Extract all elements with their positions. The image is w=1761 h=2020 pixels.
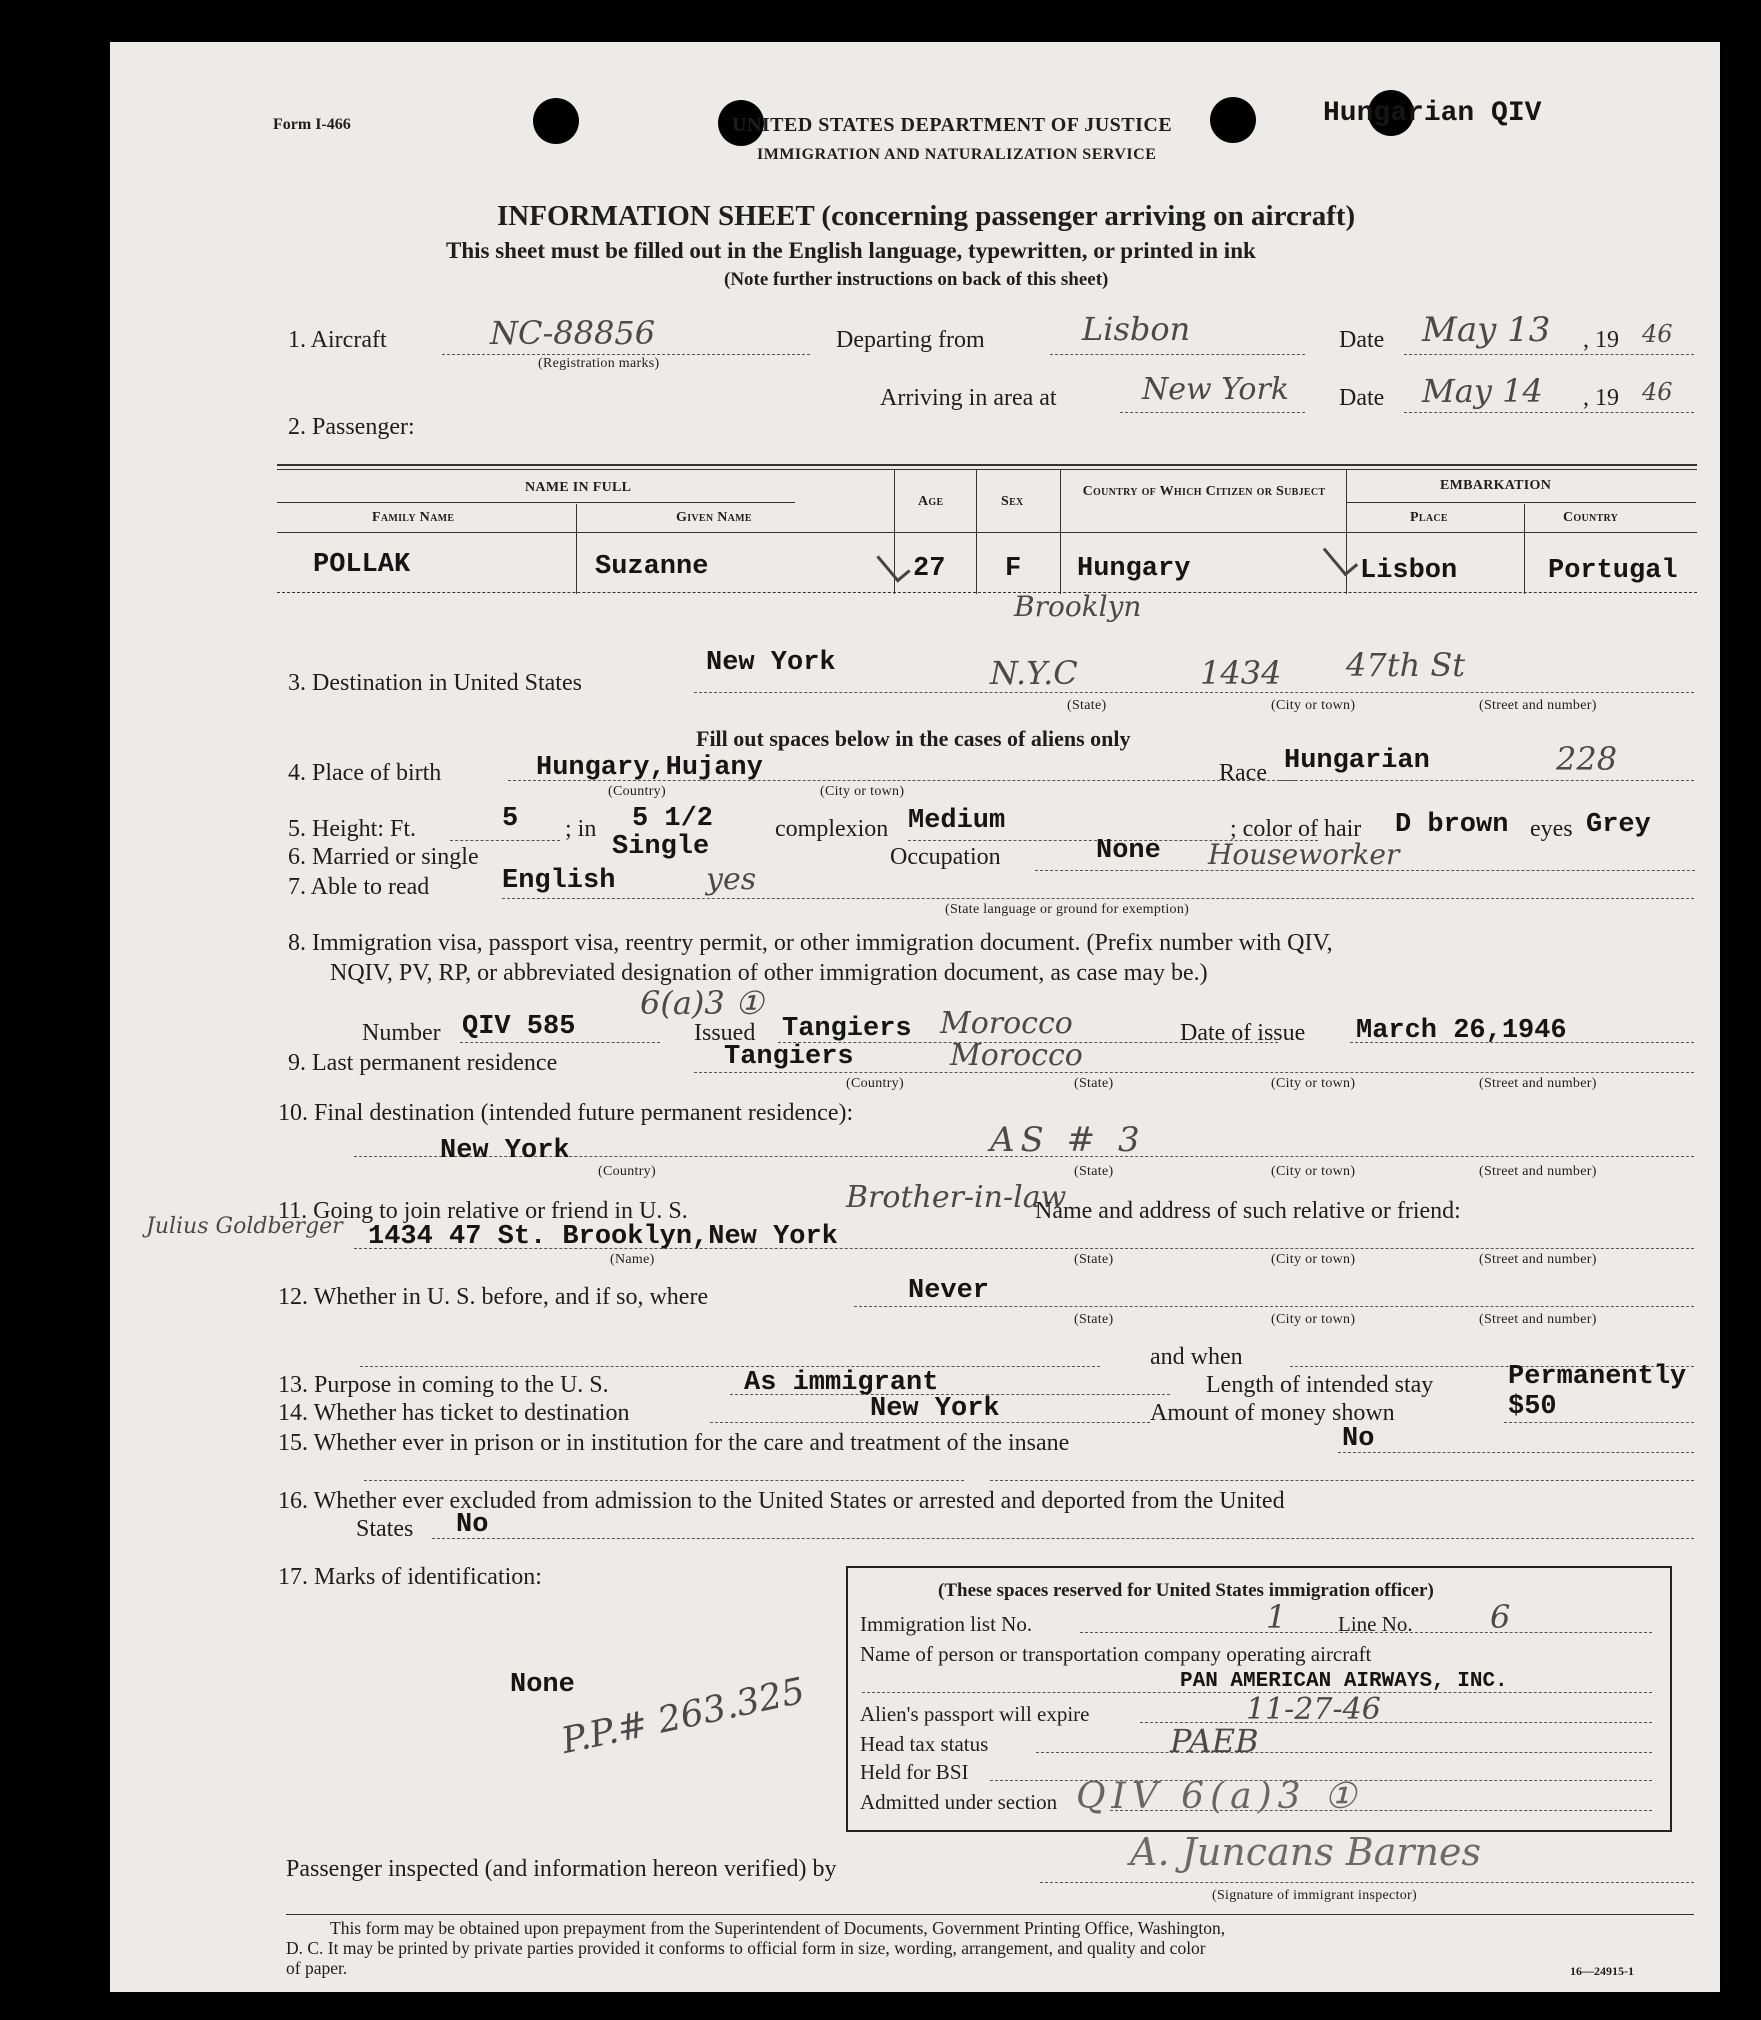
- caption-city: (City or town): [1271, 698, 1356, 713]
- last-residence-label: 9. Last permanent residence: [288, 1050, 558, 1076]
- hair-value: D brown: [1395, 810, 1509, 840]
- depart-date-label: Date: [1339, 327, 1385, 353]
- sex-header: Sex: [1001, 494, 1024, 509]
- occupation-label: Occupation: [890, 844, 1001, 870]
- aliens-note: Fill out spaces below in the cases of aliens only: [696, 726, 1131, 751]
- final-destination-label: 10. Final destination (intended future permanent residence):: [278, 1100, 854, 1126]
- form-code: 16—24915-1: [1570, 1964, 1634, 1978]
- arrive-year-prefix: , 19: [1583, 385, 1619, 411]
- relative-relation-hw: Brother-in-law: [846, 1180, 1067, 1215]
- caption-street: (Street and number): [1479, 698, 1597, 713]
- caption-street: (Street and number): [1479, 1312, 1597, 1327]
- embark-country-value: Portugal: [1548, 556, 1678, 586]
- height-label: 5. Height: Ft.: [288, 816, 417, 842]
- inspected-label: Passenger inspected (and information hereon verified) by: [286, 1856, 837, 1882]
- excluded-label: 16. Whether ever excluded from admission to the United States or arrested and deported from the United: [278, 1488, 1285, 1514]
- information-sheet: [110, 42, 1720, 1992]
- embark-place-value: Lisbon: [1360, 556, 1458, 586]
- visa-number: QIV 585: [462, 1012, 576, 1042]
- reserved-note: (These spaces reserved for United States immigration officer): [938, 1580, 1434, 1601]
- age-header: Age: [918, 494, 944, 509]
- complexion-label: complexion: [775, 816, 889, 842]
- citizen-header: Country of Which Citizen or Subject: [1082, 484, 1326, 499]
- money-label: Amount of money shown: [1150, 1400, 1395, 1426]
- imm-doc-label-2: NQIV, PV, RP, or abbreviated designation of other immigration document, as case may be.): [330, 960, 1208, 986]
- imm-list-label: Immigration list No.: [860, 1612, 1033, 1636]
- form-title: INFORMATION SHEET (concerning passenger arriving on aircraft): [497, 200, 1356, 232]
- footer-line-1: This form may be obtained upon prepayment from the Superintendent of Documents, Government Printing Office, Washington,: [330, 1918, 1226, 1938]
- family-name-header: Family Name: [372, 510, 455, 525]
- and-when-label: and when: [1150, 1344, 1243, 1370]
- height-inches: 5 1/2: [632, 804, 714, 834]
- arrive-year-value: 46: [1642, 378, 1673, 406]
- read-label: 7. Able to read: [288, 874, 430, 900]
- caption-street: (Street and number): [1479, 1164, 1597, 1179]
- given-name-value: Suzanne: [595, 552, 709, 582]
- signature-caption: (Signature of immigrant inspector): [1212, 1888, 1417, 1903]
- line-no-label: Line No.: [1338, 1612, 1413, 1636]
- issued-hw: Morocco: [940, 1006, 1073, 1041]
- state-language-caption: (State language or ground for exemption): [945, 902, 1190, 917]
- head-tax-value: PAEB: [1170, 1722, 1259, 1760]
- punch-hole: [533, 98, 579, 144]
- line-no-value: 6: [1490, 1598, 1511, 1636]
- admitted-value: QIV 6(a)3 ①: [1076, 1776, 1363, 1817]
- destination-label: 3. Destination in United States: [288, 670, 582, 696]
- married-label: 6. Married or single: [288, 844, 479, 870]
- caption-state: (State): [1067, 698, 1107, 713]
- passenger-label: 2. Passenger:: [288, 414, 415, 440]
- family-name-value: POLLAK: [313, 550, 411, 580]
- length-stay-value: Permanently: [1508, 1362, 1687, 1392]
- held-bsi-label: Held for BSI: [860, 1760, 969, 1784]
- citizen-value: Hungary: [1077, 554, 1191, 584]
- issued-label: Issued: [694, 1020, 756, 1046]
- money-value: $50: [1508, 1392, 1557, 1422]
- purpose-value: As immigrant: [744, 1368, 939, 1398]
- birth-value: Hungary,Hujany: [536, 753, 763, 783]
- complexion-value: Medium: [908, 806, 1006, 836]
- caption-name: (Name): [610, 1252, 655, 1267]
- age-value: 27: [913, 554, 946, 584]
- imm-doc-label: 8. Immigration visa, passport visa, reentry permit, or other immigration document. (Prefix number with QIV,: [288, 930, 1333, 956]
- caption-state: (State): [1074, 1164, 1114, 1179]
- last-residence-hw: Morocco: [950, 1038, 1083, 1073]
- last-residence-value: Tangiers: [724, 1042, 854, 1072]
- married-value: Single: [612, 832, 710, 862]
- footer-line-2: D. C. It may be printed by private parties provided it conforms to official form in size, wording, arrangement, and quality and color: [286, 1938, 1206, 1958]
- relative-name-hw: Julius Goldberger: [146, 1214, 343, 1239]
- caption-country: (Country): [598, 1164, 656, 1179]
- caption-state: (State): [1074, 1252, 1114, 1267]
- caption-city: (City or town): [1271, 1164, 1356, 1179]
- form-number: Form I-466: [273, 116, 351, 133]
- destination-hw-street: 47th St: [1346, 646, 1466, 684]
- number-label: Number: [362, 1020, 441, 1046]
- prison-value: No: [1342, 1424, 1375, 1454]
- caption-street: (Street and number): [1479, 1252, 1597, 1267]
- caption-state: (State): [1074, 1076, 1114, 1091]
- in-us-label: 12. Whether in U. S. before, and if so, where: [278, 1284, 709, 1310]
- relative-address: 1434 47 St. Brooklyn,New York: [368, 1222, 838, 1252]
- race-value: Hungarian: [1284, 746, 1430, 776]
- reg-marks-caption: (Registration marks): [538, 356, 660, 371]
- footer-line-3: of paper.: [286, 1958, 348, 1978]
- name-in-full-header: NAME IN FULL: [525, 480, 632, 495]
- operator-value: PAN AMERICAN AIRWAYS, INC.: [1180, 1670, 1508, 1693]
- arrive-date-label: Date: [1339, 385, 1385, 411]
- service-name: IMMIGRATION AND NATURALIZATION SERVICE: [757, 146, 1157, 163]
- hair-label: ; color of hair: [1230, 816, 1362, 842]
- caption-city: (City or town): [1271, 1076, 1356, 1091]
- final-destination-value: New York: [440, 1136, 570, 1166]
- caption-street: (Street and number): [1479, 1076, 1597, 1091]
- arrive-date-value: May 14: [1422, 372, 1543, 410]
- departing-city: Lisbon: [1082, 310, 1191, 348]
- destination-hw-number: 1434: [1200, 654, 1282, 692]
- department-name: UNITED STATES DEPARTMENT OF JUSTICE: [732, 114, 1173, 136]
- caption-city: (City or town): [820, 784, 905, 799]
- birth-label: 4. Place of birth: [288, 760, 442, 786]
- length-stay-label: Length of intended stay: [1206, 1372, 1434, 1398]
- passport-expire-value: 11-27-46: [1246, 1692, 1381, 1727]
- given-name-header: Given Name: [676, 510, 752, 525]
- corner-note: Hungarian QIV: [1323, 98, 1542, 129]
- aircraft-value: NC-88856: [490, 314, 656, 352]
- issued-at: Tangiers: [782, 1014, 912, 1044]
- passport-hw: P.P.# 263.325: [558, 1670, 809, 1763]
- height-in-label: ; in: [565, 816, 597, 842]
- ticket-value: New York: [870, 1394, 1000, 1424]
- purpose-label: 13. Purpose in coming to the U. S.: [278, 1372, 609, 1398]
- imm-list-value: 1: [1266, 1598, 1287, 1636]
- date-issue-label: Date of issue: [1180, 1020, 1306, 1046]
- excluded-label-2: States: [356, 1516, 414, 1542]
- race-label: Race: [1219, 760, 1267, 786]
- prison-label: 15. Whether ever in prison or in institution for the care and treatment of the insane: [278, 1430, 1070, 1456]
- marks-label: 17. Marks of identification:: [278, 1564, 542, 1590]
- race-code: 228: [1556, 740, 1618, 778]
- occupation-value: None: [1096, 836, 1161, 866]
- visa-section-hw: 6(a)3 ①: [640, 984, 764, 1022]
- read-value: English: [502, 866, 616, 896]
- sex-value: F: [1005, 554, 1022, 584]
- excluded-value: No: [456, 1510, 489, 1540]
- depart-year-value: 46: [1642, 320, 1673, 348]
- country-header: Country: [1563, 510, 1619, 525]
- ticket-label: 14. Whether has ticket to destination: [278, 1400, 630, 1426]
- eyes-value: Grey: [1586, 810, 1651, 840]
- arriving-label: Arriving in area at: [880, 385, 1057, 411]
- caption-country: (Country): [608, 784, 666, 799]
- instruction-line: This sheet must be filled out in the English language, typewritten, or printed in ink: [446, 238, 1256, 263]
- caption-state: (State): [1074, 1312, 1114, 1327]
- destination-typed: New York: [706, 648, 836, 678]
- eyes-label: eyes: [1530, 816, 1573, 842]
- operator-label: Name of person or transportation company operating aircraft: [860, 1642, 1372, 1666]
- aircraft-label: 1. Aircraft: [288, 327, 387, 353]
- caption-city: (City or town): [1271, 1252, 1356, 1267]
- caption-country: (Country): [846, 1076, 904, 1091]
- place-header: Place: [1410, 510, 1448, 525]
- destination-hw-city: Brooklyn: [1014, 590, 1142, 623]
- caption-city: (City or town): [1271, 1312, 1356, 1327]
- inspector-signature: A. Juncans Barnes: [1130, 1830, 1481, 1874]
- height-feet: 5: [502, 804, 519, 834]
- depart-year-prefix: , 19: [1583, 327, 1619, 353]
- arriving-city: New York: [1142, 372, 1289, 407]
- read-hw: yes: [706, 862, 757, 897]
- issue-date-value: March 26,1946: [1356, 1016, 1567, 1046]
- instruction-note: (Note further instructions on back of this sheet): [724, 269, 1109, 290]
- head-tax-label: Head tax status: [860, 1732, 989, 1756]
- marks-value: None: [510, 1670, 575, 1700]
- punch-hole: [1210, 97, 1256, 143]
- departing-label: Departing from: [836, 327, 985, 353]
- in-us-value: Never: [908, 1276, 990, 1306]
- embarkation-header: EMBARKATION: [1440, 478, 1552, 493]
- depart-date-value: May 13: [1422, 310, 1551, 350]
- destination-hw-state: N.Y.C: [990, 654, 1078, 692]
- final-destination-hw: AS # 3: [990, 1120, 1146, 1160]
- going-join-label: 11. Going to join relative or friend in U. S.: [278, 1198, 688, 1224]
- admitted-label: Admitted under section: [860, 1790, 1058, 1814]
- passport-expire-label: Alien's passport will expire: [860, 1702, 1090, 1726]
- name-address-label: Name and address of such relative or friend:: [1035, 1198, 1461, 1224]
- occupation-hw: Houseworker: [1208, 838, 1400, 871]
